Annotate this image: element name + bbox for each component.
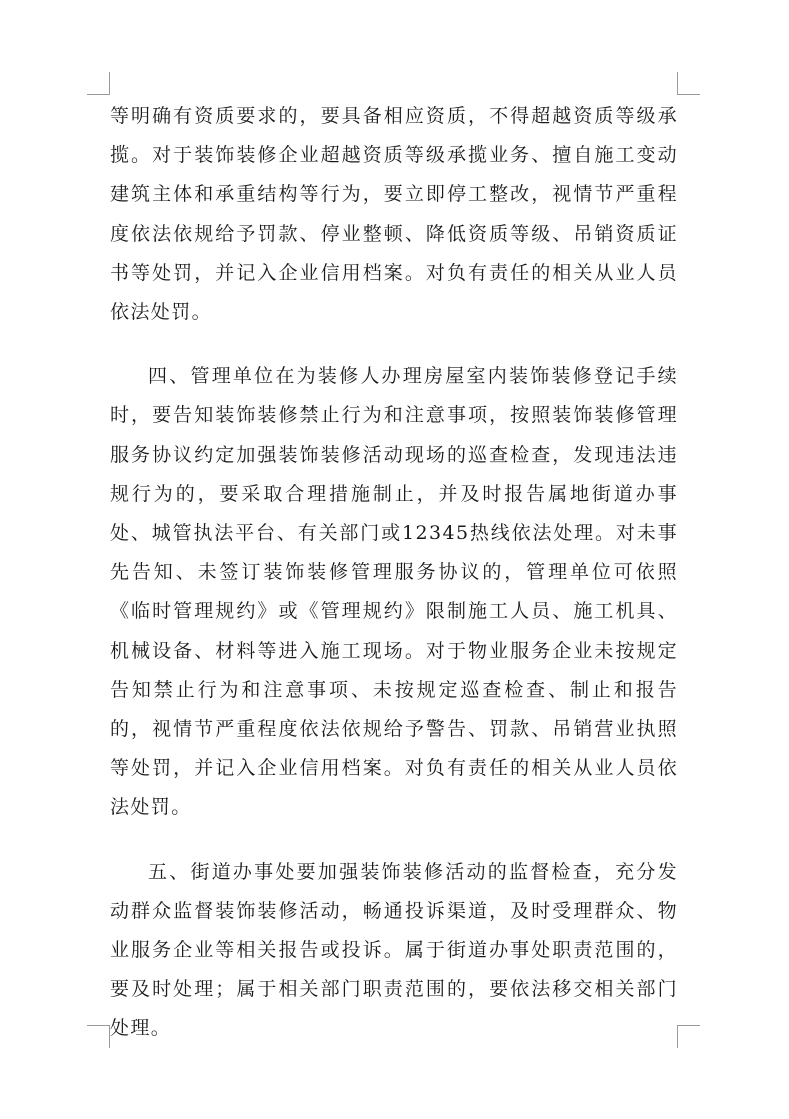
crop-mark-top-right xyxy=(677,72,700,95)
crop-mark-bottom-left xyxy=(87,1025,110,1048)
paragraph-section-five: 五、街道办事处要加强装饰装修活动的监督检查，充分发动群众监督装饰装修活动，畅通投诉渠道，及时受理群众、物业服务企业等相关报告或投诉。属于街道办事处职责范围的，要及时处理；属于相关部门职责范围的，要依法移交相关部门处理。 xyxy=(110,860,678,1040)
paragraph-continuation: 等明确有资质要求的，要具备相应资质，不得超越资质等级承揽。对于装饰装修企业超越资质等级承揽业务、擅自施工变动建筑主体和承重结构等行为，要立即停工整改，视情节严重程度依法依规给予罚款、停业整顿、降低资质等级、吊销资质证书等处罚，并记入企业信用档案。对负有责任的相关从业人员依法处罚。 xyxy=(110,105,678,324)
paragraph-section-four: 四、管理单位在为装修人办理房屋室内装饰装修登记手续时，要告知装饰装修禁止行为和注意事项，按照装饰装修管理服务协议约定加强装饰装修活动现场的巡查检查，发现违法违规行为的，要采取合理措施制止，并及时报告属地街道办事处、城管执法平台、有关部门或12345热线依法处理。对未事先告知、未签订装饰装修管理服务协议的，管理单位可依照《临时管理规约》或《管理规约》限制施工人员、施工机具、机械设备、材料等进入施工现场。对于物业服务企业未按规定告知禁止行为和注意事项、未按规定巡查检查、制止和报告的，视情节严重程度依法依规给予警告、罚款、吊销营业执照等处罚，并记入企业信用档案。对负有责任的相关从业人员依法处罚。 xyxy=(110,365,678,819)
crop-mark-top-left xyxy=(87,72,110,95)
crop-mark-bottom-right xyxy=(677,1025,700,1048)
document-body xyxy=(110,97,678,1049)
